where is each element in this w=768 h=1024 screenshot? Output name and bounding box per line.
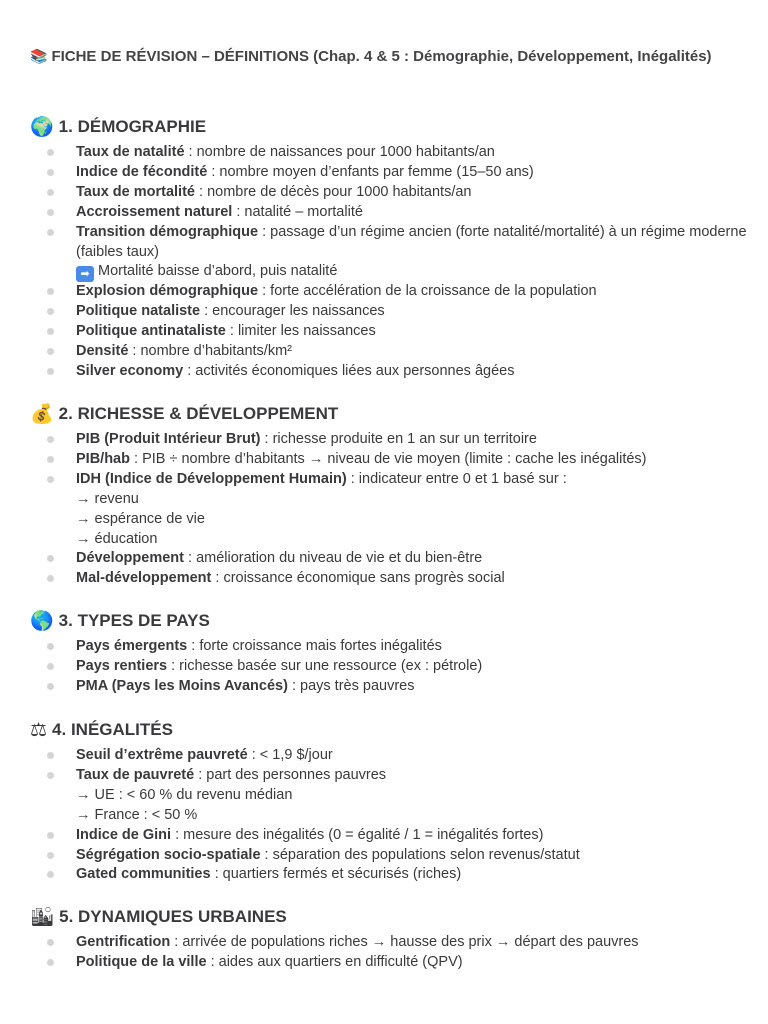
section-heading [30, 906, 750, 928]
definition-text: : limiter les naissances [225, 323, 376, 340]
bullet-icon [47, 752, 54, 759]
document-title-text: FICHE DE RÉVISION – DÉFINITIONS (Chap. 4 & 5 : Démographie, Développement, Inégalités) [51, 48, 712, 65]
bullet-icon [47, 555, 54, 562]
definition-term: Politique antinataliste [76, 323, 226, 340]
list-item [30, 549, 750, 569]
section-heading [30, 610, 750, 632]
bullet-icon [47, 871, 54, 878]
list-item [30, 766, 750, 826]
sub-line [76, 530, 750, 550]
right-arrow-icon: ➡ [76, 266, 94, 282]
section-heading-text: 1. DÉMOGRAPHIE [58, 117, 207, 136]
list-item [30, 342, 750, 362]
section-heading-text: 3. TYPES DE PAYS [58, 611, 210, 630]
definition-term: PMA (Pays les Moins Avancés) [76, 677, 288, 694]
bullet-icon [47, 288, 54, 295]
list-item [30, 183, 750, 203]
definition-text: : arrivée de populations riches → hausse des prix → départ des pauvres [170, 934, 639, 950]
definition-text: : < 1,9 $/jour [247, 747, 333, 763]
bullet-icon [47, 643, 54, 650]
definition-term: Politique nataliste [76, 303, 201, 320]
list-item [30, 163, 750, 183]
definition-text: : richesse basée sur une ressource (ex : pétrole) [167, 657, 483, 674]
list-item [30, 470, 750, 550]
definition-text: : nombre moyen d’enfants par femme (15–50 ans) [207, 163, 534, 180]
definition-term: Taux de natalité [76, 144, 185, 160]
bullet-icon [47, 436, 54, 443]
definition-term: IDH (Indice de Développement Humain) [76, 470, 347, 487]
definition-text: : activités économiques liées aux personnes âgées [183, 363, 515, 380]
sub-line-text: → éducation [76, 530, 158, 547]
definition-term: Mal-développement [76, 570, 212, 587]
definition-text: : encourager les naissances [200, 303, 385, 320]
list-item [30, 953, 750, 973]
list-item [30, 846, 750, 866]
document-title [30, 46, 730, 68]
bullet-icon [47, 169, 54, 176]
definition-term: PIB (Produit Intérieur Brut) [76, 431, 261, 447]
bullet-icon [47, 832, 54, 839]
definition-list [30, 637, 750, 697]
definition-text: : natalité – mortalité [232, 203, 363, 220]
section-heading [30, 116, 750, 138]
definition-text: : quartiers fermés et sécurisés (riches) [210, 866, 462, 883]
definition-term: Indice de Gini [76, 826, 172, 843]
list-item [30, 826, 750, 846]
sub-line [76, 786, 750, 806]
sub-line-text: → France : < 50 % [76, 806, 198, 823]
sub-line-text: Mortalité baisse d’abord, puis natalité [98, 263, 338, 280]
list-item [30, 143, 750, 163]
definition-text: : pays très pauvres [287, 677, 415, 694]
list-item [30, 430, 750, 450]
list-item [30, 450, 750, 470]
definition-term: Seuil d’extrême pauvreté [76, 747, 248, 763]
list-item [30, 746, 750, 766]
definition-text: : forte croissance mais fortes inégalités [187, 638, 442, 654]
definition-text: : part des personnes pauvres [194, 766, 387, 783]
definition-term: Politique de la ville [76, 953, 207, 970]
definition-term: Transition démographique [76, 223, 259, 240]
list-item [30, 302, 750, 322]
bullet-icon [47, 209, 54, 216]
bullet-icon [47, 663, 54, 670]
definition-term: Pays émergents [76, 638, 188, 654]
bullet-icon [47, 229, 54, 236]
definition-term: Gentrification [76, 934, 171, 950]
bullet-icon [47, 456, 54, 463]
list-item [30, 677, 750, 697]
definition-term: Silver economy [76, 363, 184, 380]
section-3 [30, 610, 750, 697]
list-item [30, 223, 750, 283]
definition-term: PIB/hab [76, 450, 130, 467]
definition-text: : séparation des populations selon revenus/statut [260, 846, 580, 863]
bullet-icon [47, 772, 54, 779]
definition-term: Développement [76, 550, 184, 567]
bullet-icon [47, 189, 54, 196]
bullet-icon [47, 959, 54, 966]
section-heading [30, 719, 750, 741]
bullet-icon [47, 368, 54, 375]
list-item [30, 203, 750, 223]
globe-americas-icon: 🌎 [30, 610, 54, 632]
bullet-icon [47, 149, 54, 156]
definition-text: : nombre de décès pour 1000 habitants/an [194, 183, 472, 200]
definition-term: Taux de pauvreté [76, 766, 195, 783]
definition-text: : amélioration du niveau de vie et du bien-être [183, 550, 483, 567]
definition-text: : nombre d’habitants/km² [128, 343, 292, 360]
list-item [30, 322, 750, 342]
definition-list [30, 430, 750, 589]
sub-line-text: → espérance de vie [76, 510, 205, 527]
bullet-icon [47, 852, 54, 859]
sub-line-text: → UE : < 60 % du revenu médian [76, 786, 293, 803]
section-heading-text: 5. DYNAMIQUES URBAINES [59, 907, 287, 926]
bullet-icon [47, 348, 54, 355]
list-item [30, 637, 750, 657]
definition-text: : croissance économique sans progrès social [211, 570, 505, 587]
section-4 [30, 719, 750, 885]
section-heading [30, 403, 750, 425]
section-5 [30, 906, 750, 973]
definition-list [30, 746, 750, 885]
definition-text: : forte accélération de la croissance de la population [258, 283, 597, 300]
sub-line [76, 490, 750, 510]
definition-list [30, 143, 750, 382]
sub-line-text: → revenu [76, 490, 139, 507]
sub-line [76, 510, 750, 530]
section-1 [30, 116, 750, 382]
section-heading-text: 2. RICHESSE & DÉVELOPPEMENT [58, 404, 339, 423]
title-icon: 📚 [30, 49, 48, 65]
balance-scale-icon: ⚖ [30, 719, 48, 741]
bullet-icon [47, 476, 54, 483]
list-item [30, 933, 750, 953]
bullet-icon [47, 328, 54, 335]
definition-term: Gated communities [76, 866, 211, 883]
definition-text: : nombre de naissances pour 1000 habitants/an [184, 144, 495, 160]
definition-text: : PIB ÷ nombre d’habitants → niveau de vie moyen (limite : cache les inégalités) [129, 450, 647, 467]
definition-term: Indice de fécondité [76, 163, 208, 180]
list-item [30, 569, 750, 589]
definition-text: : passage d’un régime ancien (forte natalité/mortalité) à un régime moderne (faibles taux) [76, 223, 747, 260]
section-2 [30, 403, 750, 589]
list-item [30, 362, 750, 382]
globe-europe-africa-icon: 🌍 [30, 116, 54, 138]
definition-term: Pays rentiers [76, 657, 168, 674]
definition-term: Densité [76, 343, 129, 360]
cityscape-icon: 🏙 [30, 906, 55, 928]
list-item [30, 657, 750, 677]
definition-term: Explosion démographique [76, 283, 259, 300]
sub-line [76, 806, 750, 826]
definition-term: Taux de mortalité [76, 183, 195, 200]
definition-term: Ségrégation socio-spatiale [76, 846, 261, 863]
money-bag-icon: 💰 [30, 403, 54, 425]
definition-text: : richesse produite en 1 an sur un territoire [260, 431, 537, 447]
bullet-icon [47, 308, 54, 315]
sub-line [76, 262, 750, 282]
definition-text: : indicateur entre 0 et 1 basé sur : [346, 470, 567, 487]
definition-text: : mesure des inégalités (0 = égalité / 1 = inégalités fortes) [171, 826, 544, 843]
definition-text: : aides aux quartiers en difficulté (QPV) [206, 953, 463, 970]
bullet-icon [47, 939, 54, 946]
section-heading-text: 4. INÉGALITÉS [52, 720, 173, 739]
definition-term: Accroissement naturel [76, 203, 233, 220]
list-item [30, 865, 750, 885]
bullet-icon [47, 683, 54, 690]
bullet-icon [47, 575, 54, 582]
definition-list [30, 933, 750, 973]
list-item [30, 282, 750, 302]
